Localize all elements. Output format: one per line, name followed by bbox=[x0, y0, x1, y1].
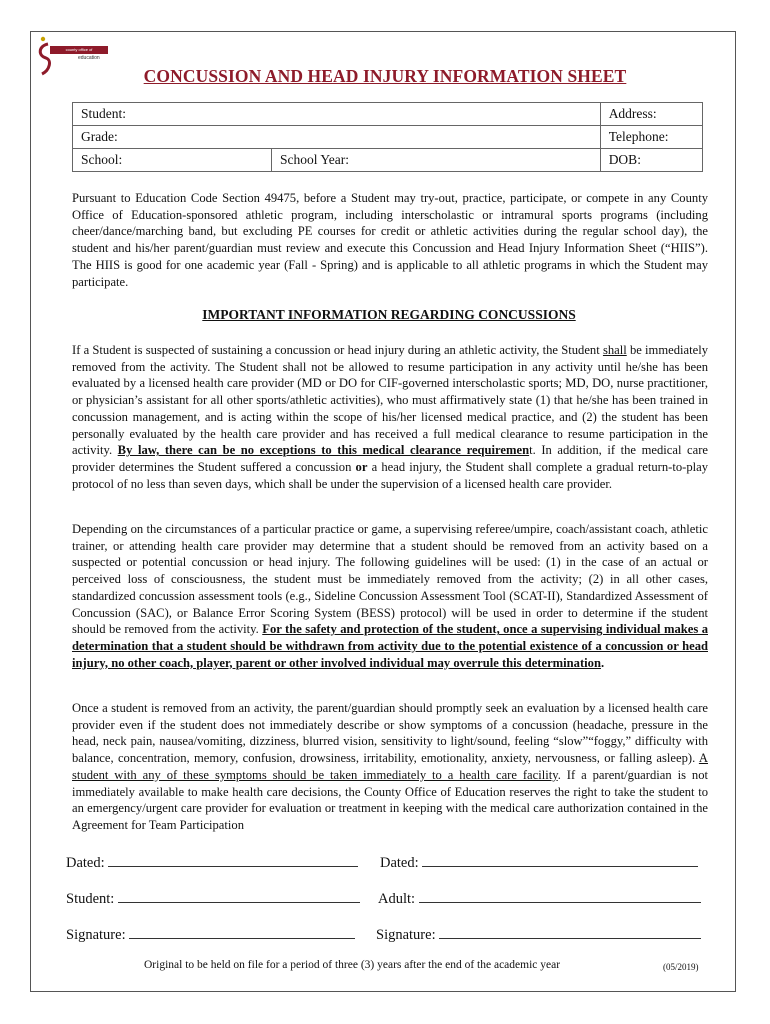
concussion-paragraph-2 bbox=[72, 521, 708, 671]
dated-right-field[interactable] bbox=[380, 852, 698, 872]
p1-text-e: t. In addition, if the medical care provider determines the Student suffered a concussion bbox=[72, 443, 708, 474]
p3-text-c: . If a parent/guardian is not immediately available to make health care decisions, the County Office of Education reserves the right to take the student to an emergency/urgent care provider for evaluation or treatment in keeping with the medical care authorization contained in the Agreement for Team Participation bbox=[72, 767, 708, 832]
student-field[interactable]: Student: bbox=[73, 103, 601, 126]
signature-right-label: Signature: bbox=[376, 927, 436, 943]
revision-date: (05/2019) bbox=[663, 962, 699, 972]
school-year-field[interactable]: School Year: bbox=[272, 149, 601, 172]
p2-safety-text: For the safety and protection of the student, once a supervising individual makes a determination that a student should be withdrawn from activity due to the potential existence of a concussion or head injury, no other coach, player, parent or other involved individual may overrule this determination bbox=[72, 622, 708, 670]
p1-text-a: If a Student is suspected of sustaining a concussion or head injury during an athletic activity, the Student bbox=[72, 343, 603, 357]
intro-paragraph: Pursuant to Education Code Section 49475, before a Student may try-out, practice, participate, or compete in any County Office of Education-sponsored athletic program, including interscholastic or intramural sports programs (including cheer/dance/marching band, but excluding PE courses for credit or athletic activities during the regular school day), the student and his/her parent/guardian must review and execute this Concussion and Head Injury Information Sheet (“HIIS”). The HIIS is good for one academic year (Fall - Spring) and is applicable to all athletic programs in which the Student may participate. bbox=[72, 191, 708, 289]
p1-text-g: a head injury, the Student shall complete a gradual return-to-play protocol of no less than seven days, which shall be under the supervision of a licensed health care provider. bbox=[72, 459, 708, 491]
p3-facility-text: A student with any of these symptoms should be taken immediately to a health care facility bbox=[72, 751, 708, 782]
address-field[interactable]: Address: bbox=[600, 103, 702, 126]
signature-left-line[interactable] bbox=[129, 924, 355, 939]
page-title: CONCUSSION AND HEAD INJURY INFORMATION SHEET bbox=[143, 66, 627, 86]
dated-left-field[interactable] bbox=[66, 852, 358, 872]
signature-right-line[interactable] bbox=[439, 924, 701, 939]
adult-line[interactable] bbox=[419, 888, 701, 903]
p1-by-law: By law, there can be no exceptions to this medical clearance requiremen bbox=[117, 443, 530, 458]
p1-shall: shall bbox=[602, 343, 627, 357]
p3-text-a: Once a student is removed from an activity, the parent/guardian should promptly seek an evaluation by a licensed health care provider even if the student does not immediately describe or show symptoms of a concussion (headache, pressure in the head, neck pain, nausea/vomiting, dizziness, blurred vision, sensitivity to light/sound, feeling “slow”“foggy,” difficulty with balance, concentration, memory, confusion, drowsiness, irritability, emotionality, anxiety, nervousness, or falling asleep). bbox=[72, 701, 708, 766]
adult-label: Adult: bbox=[378, 891, 416, 907]
signature-left-label: Signature: bbox=[66, 927, 126, 943]
p2-text-a: Depending on the circumstances of a particular practice or game, a supervising referee/umpire, coach/assistant coach, athletic trainer, or attending health care provider may determine that a student should be removed from an activity based on a suspected or potential concussion or head injury. The following guidelines will be used: (1) in the case of an actual or perceived loss of consciousness, the student must be immediately removed from the activity; (2) in all other cases, standardized concussion assessment tools (e.g., Sideline Concussion Assessment Tool (SCAT-II), Standardized Assessment of Concussion (SAC), or Balance Error Scoring System (BESS) protocol) will be used in order to determine if the student should be removed from the activity. bbox=[72, 522, 708, 637]
logo-text: county office of bbox=[50, 46, 108, 54]
signature-right-field[interactable] bbox=[376, 924, 701, 944]
student-signature-field[interactable] bbox=[66, 888, 360, 908]
p1-text-c: be immediately removed from the activity. The Student shall not be allowed to resume participation in any activity until he/she has been evaluated by a licensed health care provider (MD or DO for CIF-governed interscholastic sports; MD, DO, nurse practitioner, or physician’s assistant for all other sports/athletic activities), who must affirmatively state (1) that he/she has been trained in concussion management, and is acting within the scope of his/her licensed medical practice, and (2) the student has been personally evaluated by the health care provider and has received a full medical clearance to resume participation in the activity. bbox=[72, 343, 708, 458]
school-field[interactable]: School: bbox=[73, 149, 272, 172]
adult-field[interactable] bbox=[378, 888, 701, 908]
p2-period: . bbox=[600, 655, 605, 670]
footer-note: Original to be held on file for a period of three (3) years after the end of the academic year bbox=[144, 959, 561, 971]
dob-field[interactable]: DOB: bbox=[600, 149, 702, 172]
concussion-paragraph-1 bbox=[72, 342, 708, 492]
concussion-paragraph-3 bbox=[72, 700, 708, 834]
section-heading: IMPORTANT INFORMATION REGARDING CONCUSSIONS bbox=[202, 307, 576, 322]
dated-right-line[interactable] bbox=[422, 852, 698, 867]
dated-right-label: Dated: bbox=[380, 855, 419, 871]
signature-left-field[interactable] bbox=[66, 924, 355, 944]
dated-left-label: Dated: bbox=[66, 855, 105, 871]
logo-subtext: education bbox=[78, 55, 100, 61]
p1-or: or bbox=[355, 459, 368, 474]
grade-field[interactable]: Grade: bbox=[73, 126, 601, 149]
dated-left-line[interactable] bbox=[108, 852, 358, 867]
telephone-field[interactable]: Telephone: bbox=[600, 126, 702, 149]
page-border bbox=[30, 31, 736, 992]
student-line[interactable] bbox=[118, 888, 360, 903]
student-label: Student: bbox=[66, 891, 115, 907]
student-info-table bbox=[72, 102, 703, 172]
